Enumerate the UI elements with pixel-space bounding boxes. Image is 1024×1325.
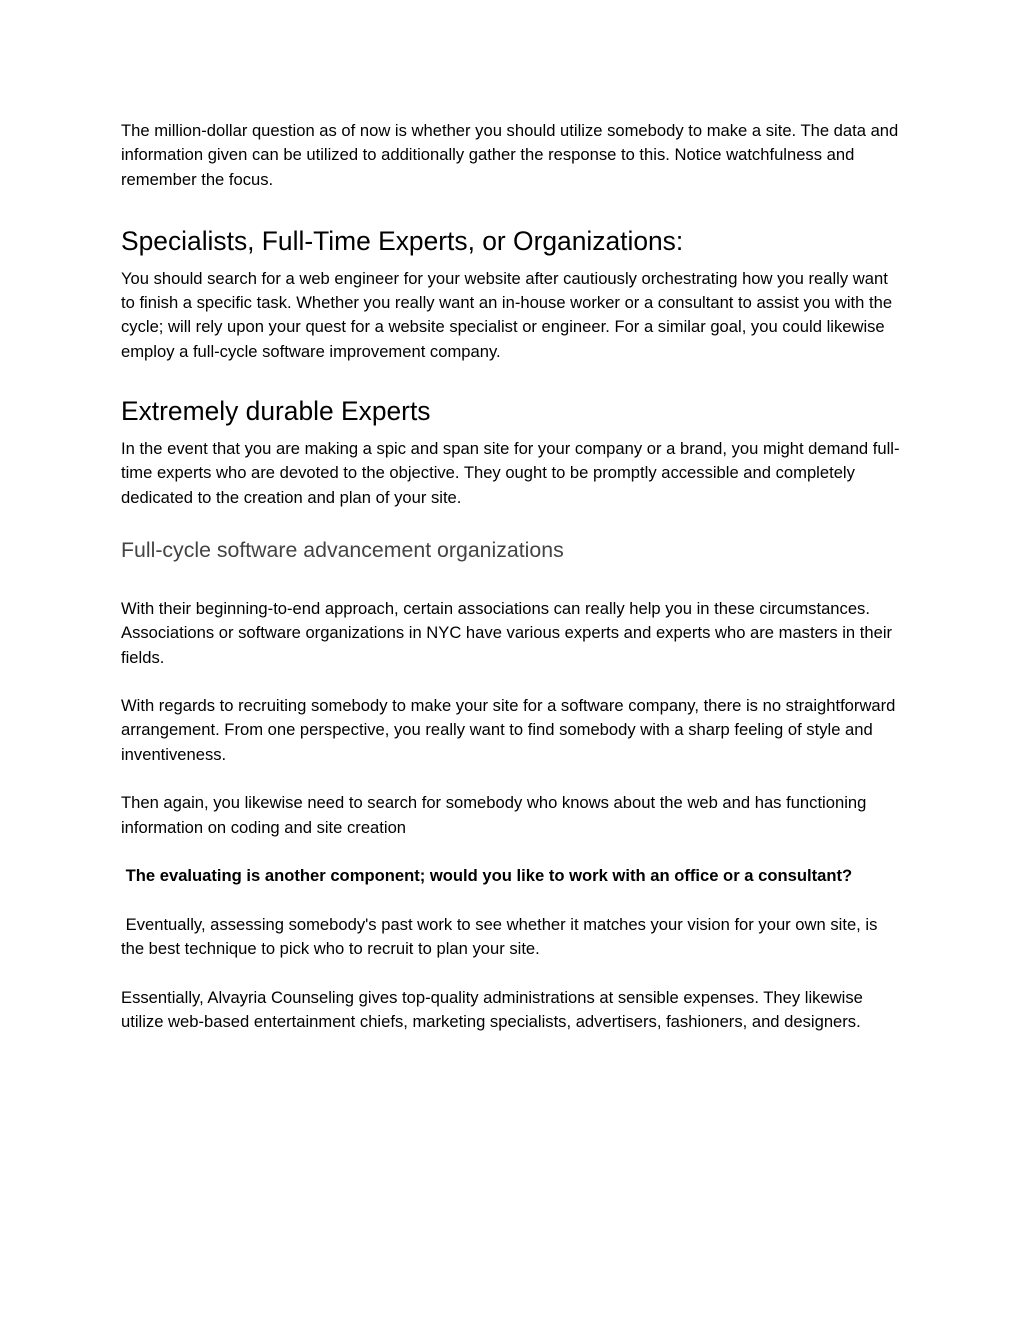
section-body-durable-experts: In the event that you are making a spic and span site for your company or a brand, you might demand full-time experts who are devoted to the objective. They ought to be promptly accessible and completely dedicated to the creation and plan of your site. — [121, 439, 900, 507]
paragraph-associations: With their beginning-to-end approach, certain associations can really help you in these circumstances. Associations or software organizations in NYC have various experts and experts who are masters in their fields. — [121, 598, 897, 667]
section-heading-durable-experts: Extremely durable Experts — [121, 396, 431, 427]
paragraph-essentially: Essentially, Alvayria Counseling gives top-quality administrations at sensible expenses. They likewise utilize web-based entertainment chiefs, marketing specialists, advertisers, fashioners, and designers. — [121, 987, 868, 1032]
section-heading-full-cycle: Full-cycle software advancement organizations — [121, 537, 564, 562]
document-page — [121, 119, 905, 1034]
paragraph-recruiting: With regards to recruiting somebody to make your site for a software company, there is no straightforward arrangement. From one perspective, you really want to find somebody with a sharp feeling of style and inventiveness. — [121, 696, 901, 764]
intro-paragraph: The million-dollar question as of now is whether you should utilize somebody to make a site. The data and information given can be utilized to additionally gather the response to this. Notice watchfulness and remember the focus. — [121, 121, 903, 189]
section-heading-specialists: Specialists, Full-Time Experts, or Organizations: — [121, 225, 684, 256]
paragraph-eventually: Eventually, assessing somebody's past work to see whether it matches your vision for your own site, is the best technique to pick who to recruit to plan your site. — [121, 914, 883, 959]
paragraph-evaluating-bold: The evaluating is another component; would you like to work with an office or a consultant? — [121, 866, 853, 886]
paragraph-then-again: Then again, you likewise need to search for somebody who knows about the web and has functioning information on coding and site creation — [121, 793, 871, 837]
section-body-specialists: You should search for a web engineer for your website after cautiously orchestrating how you really want to finish a specific task. Whether you really want an in-house worker or a consultant to assist you with the cycle; will rely upon your quest for a website specialist or engineer. For a similar goal, you could likewise employ a full-cycle software improvement company. — [121, 268, 897, 361]
